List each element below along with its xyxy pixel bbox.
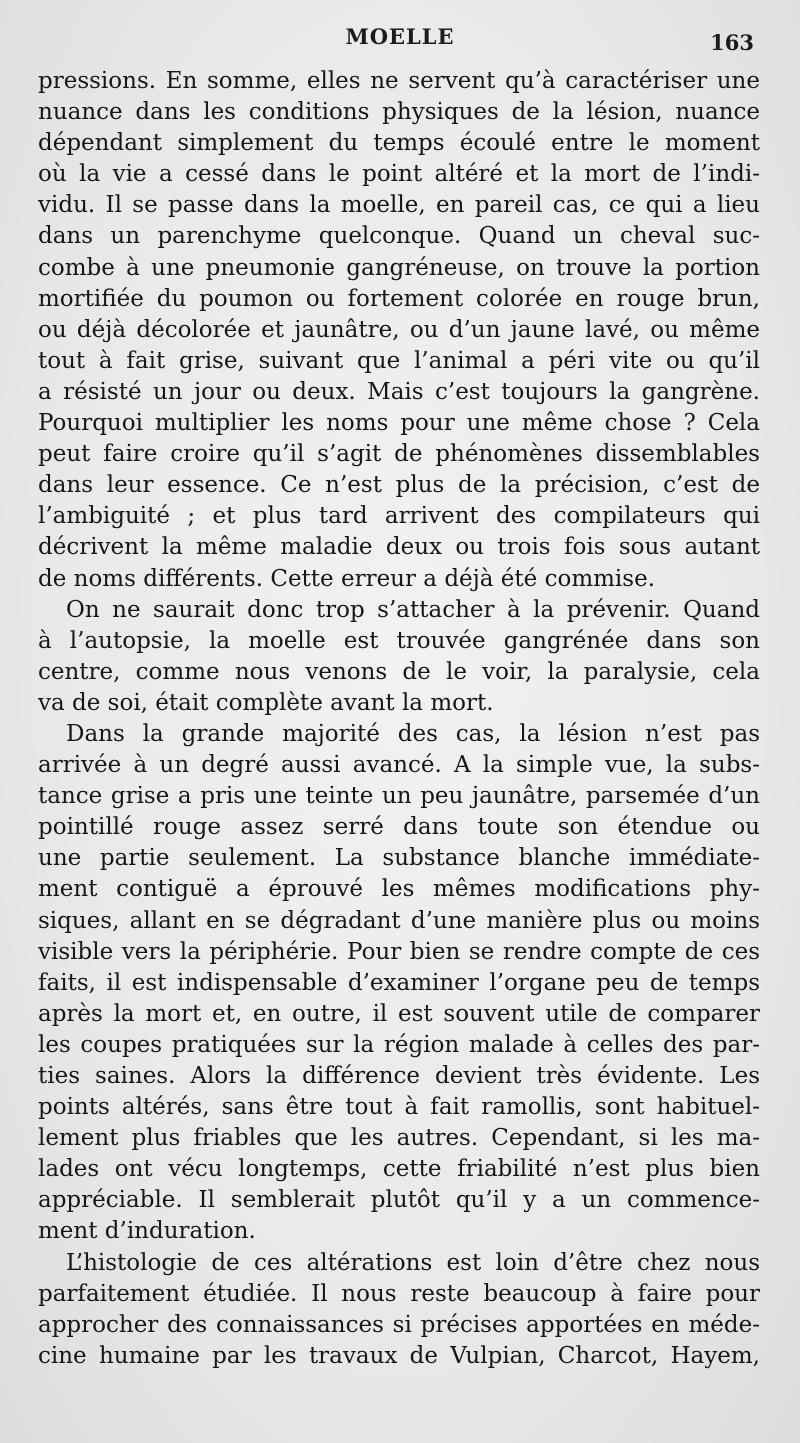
text-line: ties saines. Alors la différence devient très évidente. Les xyxy=(38,1063,760,1089)
text-line: après la mort et, en outre, il est souvent utile de comparer xyxy=(38,1000,760,1027)
text-line: Pourquoi multiplier les noms pour une même chose ? Cela xyxy=(38,410,760,437)
text-line: tout à fait grise, suivant que l’animal a péri vite ou qu’il xyxy=(38,347,760,374)
text-line: va de soi, était complète avant la mort. xyxy=(38,689,494,716)
text-line: pressions. En somme, elles ne servent qu’à caractériser une xyxy=(38,68,760,94)
text-line: tance grise a pris une teinte un peu jaunâtre, parsemée d’un xyxy=(38,783,760,810)
text-line: dans leur essence. Ce n’est plus de la précision, c’est de xyxy=(38,472,760,499)
text-line: dans un parenchyme quelconque. Quand un cheval suc- xyxy=(38,223,760,250)
text-line: une partie seulement. La substance blanche immédiate- xyxy=(38,845,760,872)
text-line: lades ont vécu longtemps, cette friabilité n’est plus bien xyxy=(38,1156,760,1183)
text-line: faits, il est indispensable d’examiner l’organe peu de temps xyxy=(38,969,760,996)
running-head xyxy=(0,24,800,54)
text-line: ment d’induration. xyxy=(38,1218,256,1245)
text-line: visible vers la périphérie. Pour bien se rendre compte de ces xyxy=(38,938,760,965)
text-line: peut faire croire qu’il s’agit de phénomènes dissemblables xyxy=(38,441,760,468)
text-line: parfaitement étudiée. Il nous reste beaucoup à faire pour xyxy=(38,1280,760,1307)
text-line: appréciable. Il semblerait plutôt qu’il y a un commence- xyxy=(38,1187,760,1214)
text-line: à l’autopsie, la moelle est trouvée gangrénée dans son xyxy=(38,627,760,654)
text-line: mortifiée du poumon ou fortement colorée en rouge brun, xyxy=(38,285,760,312)
text-line: où la vie a cessé dans le point altéré et la mort de l’indi- xyxy=(38,161,760,188)
text-line: l’ambiguité ; et plus tard arrivent des compilateurs qui xyxy=(38,503,760,530)
text-line: lement plus friables que les autres. Cependant, si les ma- xyxy=(38,1125,760,1152)
running-title: MOELLE xyxy=(345,24,455,49)
text-line: nuance dans les conditions physiques de la lésion, nuance xyxy=(38,99,760,126)
text-line: Dans la grande majorité des cas, la lésion n’est pas xyxy=(66,720,760,747)
text-line: ment contiguë a éprouvé les mêmes modifications phy- xyxy=(38,876,760,903)
text-line: combe à une pneumonie gangréneuse, on trouve la portion xyxy=(38,254,760,281)
text-line: L’histologie de ces altérations est loin d’être chez nous xyxy=(66,1249,760,1276)
body-text xyxy=(38,66,760,1372)
text-line: pointillé rouge assez serré dans toute son étendue ou xyxy=(38,814,760,841)
text-line: a résisté un jour ou deux. Mais c’est toujours la gangrène. xyxy=(38,378,760,405)
text-line: ou déjà décolorée et jaunâtre, ou d’un jaune lavé, ou même xyxy=(38,316,760,343)
text-line: approcher des connaissances si précises apportées en méde- xyxy=(38,1311,760,1338)
text-line: centre, comme nous venons de le voir, la paralysie, cela xyxy=(38,658,760,685)
text-line: les coupes pratiquées sur la région malade à celles des par- xyxy=(38,1031,760,1058)
text-line: dépendant simplement du temps écoulé entre le moment xyxy=(38,130,760,157)
text-line: siques, allant en se dégradant d’une manière plus ou moins xyxy=(38,907,760,934)
text-line: de noms différents. Cette erreur a déjà été commise. xyxy=(38,565,656,592)
text-line: décrivent la même maladie deux ou trois fois sous autant xyxy=(38,534,760,561)
text-line: arrivée à un degré aussi avancé. A la simple vue, la subs- xyxy=(38,752,760,779)
text-line: vidu. Il se passe dans la moelle, en pareil cas, ce qui a lieu xyxy=(38,192,760,219)
text-line: points altérés, sans être tout à fait ramollis, sont habituel- xyxy=(38,1094,760,1121)
text-line: On ne saurait donc trop s’attacher à la prévenir. Quand xyxy=(66,596,760,623)
page-number: 163 xyxy=(710,30,754,55)
text-line: cine humaine par les travaux de Vulpian, Charcot, Hayem, xyxy=(38,1342,760,1369)
